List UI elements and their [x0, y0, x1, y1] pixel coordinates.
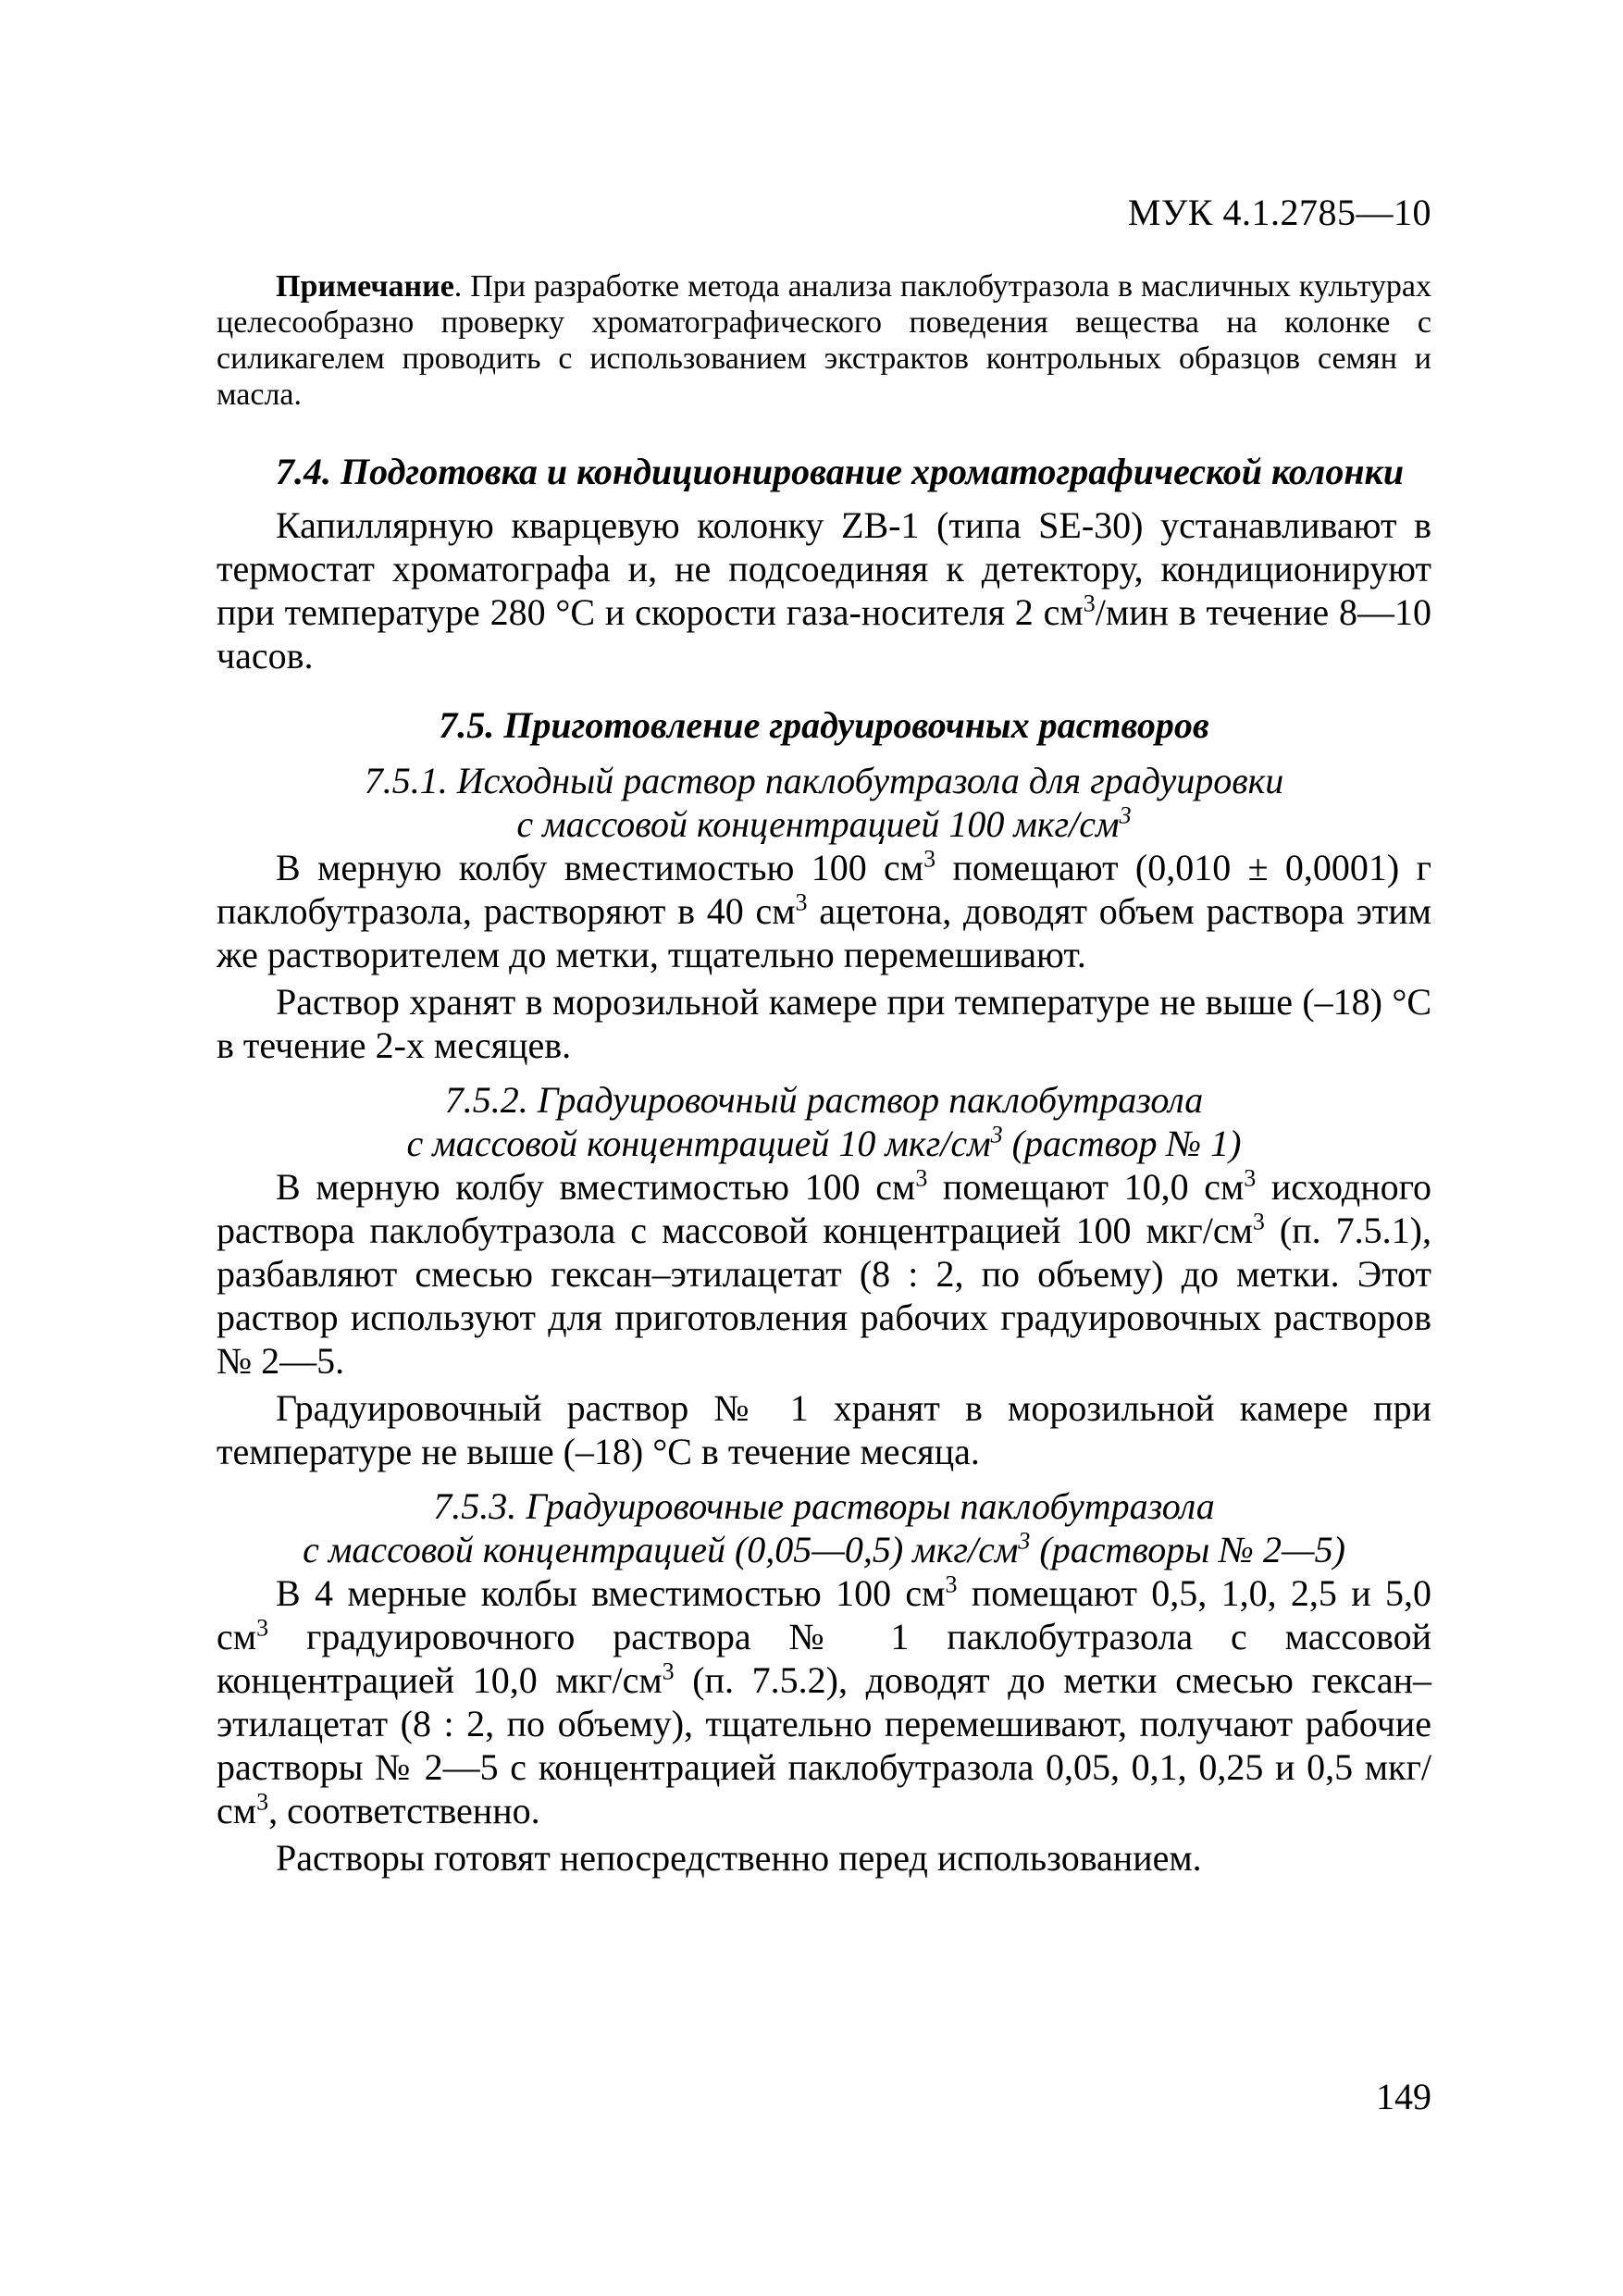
page-content [217, 268, 1431, 1880]
subsection-7-5-2-paragraph-2: Градуировочный раствор № 1 хранят в морозильной камере при температуре не выше (–18) °С в течение месяца. [217, 1387, 1431, 1472]
section-7-4-paragraph: Капиллярную кварцевую колонку ZB-1 (типа SE-30) устанавливают в термостат хроматографа и, не подсоединяя к детектору, кондиционируют при температуре 280 °С и скорости газа-носителя 2 $см^3$/мин в течение 8—10 часов. [217, 504, 1431, 676]
subsection-7-5-1-paragraph-2: Раствор хранят в морозильной камере при температуре не выше (–18) °С в течение 2-х месяцев. [217, 981, 1431, 1066]
note-text: . При разработке метода анализа паклобутразола в масличных культурах целесообразно проверку хроматографического поведения вещества на колонке с силикагелем проводить с использованием экстрактов контрольных образцов семян и масла. [217, 269, 1431, 412]
subsection-7-5-3-title: 7.5.3. Градуировочные растворы паклобутразола с массовой концентрацией (0,05—0,5) мкг/$см^3$ (растворы № 2—5) [303, 1485, 1345, 1570]
subsection-7-5-1-title: 7.5.1. Исходный раствор паклобутразола для градуировки с массовой концентрацией 100 мкг/$см^3$ [364, 760, 1284, 845]
document-code-header: МУК 4.1.2785—10 [1127, 192, 1431, 233]
page-number: 149 [1376, 2076, 1431, 2117]
subsection-7-5-1-paragraph-1: В мерную колбу вместимостью 100 $см^3$ помещают (0,010 ± 0,0001) г паклобутразола, растворяют в 40 $см^3$ ацетона, доводят объем раствора этим же растворителем до метки, тщательно перемешивают. [217, 845, 1432, 975]
section-7-5-title: 7.5. Приготовление градуировочных растворов [439, 704, 1209, 746]
note-label: Примечание [276, 269, 454, 304]
subsection-7-5-3-paragraph-2: Растворы готовят непосредственно перед использованием. [276, 1837, 1202, 1879]
subsection-7-5-2-paragraph-1: В мерную колбу вместимостью 100 $см^3$ помещают 10,0 $см^3$ исходного раствора паклобутразола с массовой концентрацией 100 мкг/$см^3$ (п. 7.5.1), разбавляют смесью гексан–этилацетат (8 : 2, по объему) до метки. Этот раствор используют для приготовления рабочих градуировочных растворов № 2—5. [217, 1164, 1432, 1382]
note-paragraph [217, 268, 1431, 413]
subsection-7-5-3-paragraph-1: В 4 мерные колбы вместимостью 100 $см^3$ помещают 0,5, 1,0, 2,5 и 5,0 $см^3$ градуировочного раствора № 1 паклобутразола с массовой концентрацией 10,0 мкг/$см^3$ (п. 7.5.2), доводят до метки смесью гексан–этилацетат (8 : 2, по объему), тщательно перемешивают, получают рабочие растворы № 2—5 с концентрацией паклобутразола 0,05, 0,1, 0,25 и 0,5 мкг/$см^3$, соответственно. [217, 1570, 1432, 1831]
subsection-7-5-2-title: 7.5.2. Градуировочный раствор паклобутразола с массовой концентрацией 10 мкг/$см^3$ (раствор № 1) [406, 1079, 1242, 1164]
section-7-4-title: 7.4. Подготовка и кондиционирование хроматографической колонки [276, 451, 1405, 492]
